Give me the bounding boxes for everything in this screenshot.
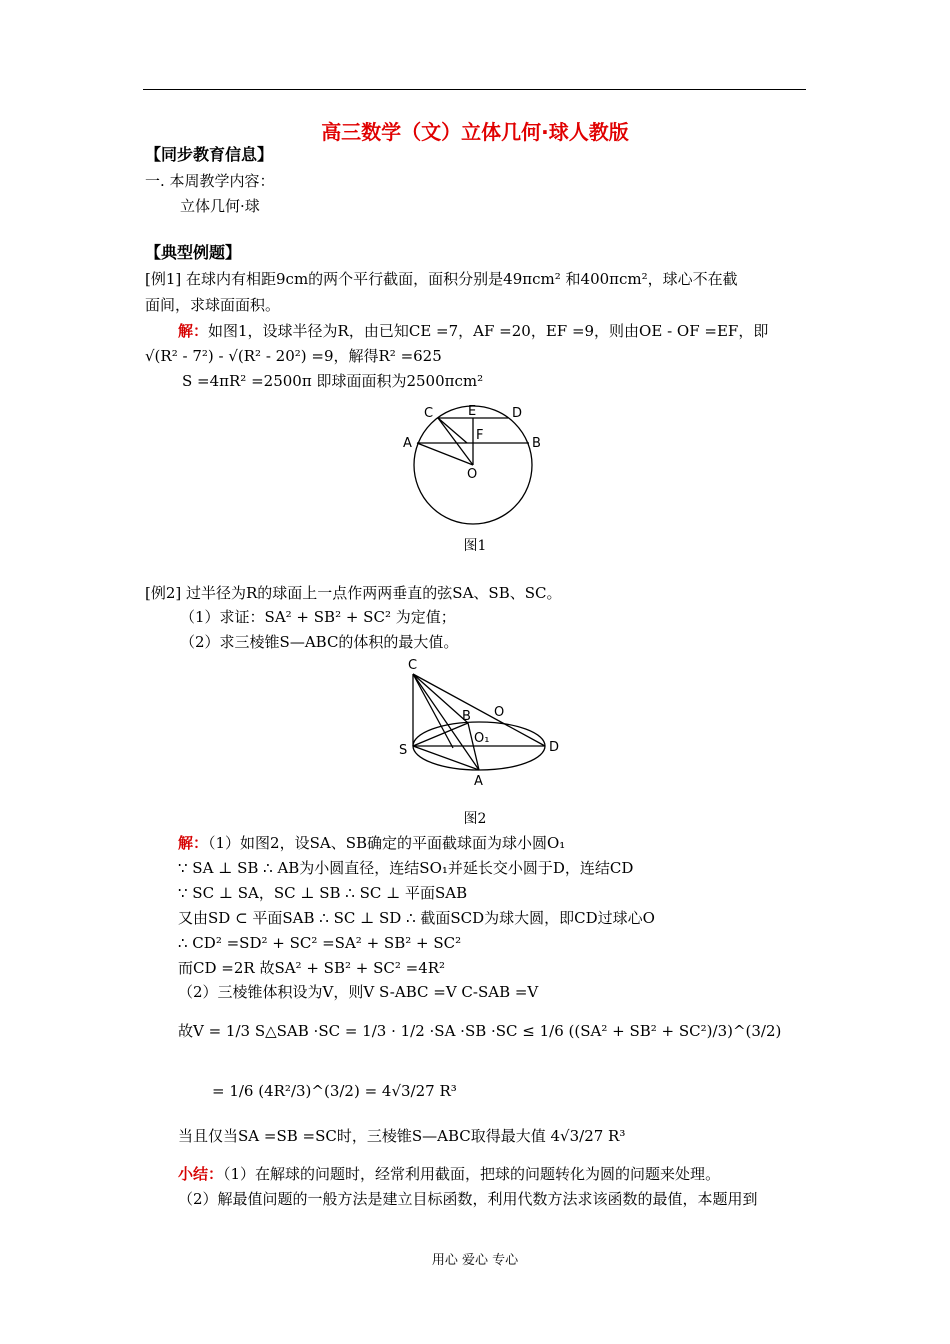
label-e: E <box>468 404 477 419</box>
ex1-s3: S =4πR² =2500π 即球面面积为2500πcm² <box>182 372 484 390</box>
ex1-solution-line1 <box>178 320 768 342</box>
ex2-s10: 当且仅当SA =SB =SC时，三棱锥S—ABC取得最大值 4√3/27 R³ <box>178 1127 626 1145</box>
ex2-s8: 故V = 1/3 S△SAB ·SC = 1/3 · 1/2 ·SA ·SB ·SC ≤ 1/6 ((SA² + SB² + SC²)/3)^(3/2) <box>178 1022 782 1040</box>
ex1-line1: [例1] 在球内有相距9cm的两个平行截面，面积分别是49πcm² 和400πcm²，球心不在截 <box>145 270 738 288</box>
ex2-q2: （2）求三棱锥S—ABC的体积的最大值。 <box>180 633 459 651</box>
ex2-s1: （1）如图2，设SA、SB确定的平面截球面为球小圆O₁ <box>208 834 566 852</box>
label-b: B <box>462 709 471 724</box>
section-heading-sync: 【同步教育信息】 <box>145 145 274 164</box>
ex2-s3: ∵ SC ⊥ SA，SC ⊥ SB ∴ SC ⊥ 平面SAB <box>178 884 468 902</box>
ex2-s9: = 1/6 (4R²/3)^(3/2) = 4√3/27 R³ <box>212 1082 457 1100</box>
ex2-s6: 而CD =2R 故SA² + SB² + SC² =4R² <box>178 959 446 977</box>
label-o: O <box>467 467 478 482</box>
label-f: F <box>476 428 484 443</box>
summary-l1: （1）在解球的问题时，经常利用截面，把球的问题转化为圆的问题来处理。 <box>223 1165 721 1183</box>
edge-cb <box>413 674 468 723</box>
ex2-s7: （2）三棱锥体积设为V，则V S-ABC =V C-SAB =V <box>178 983 539 1001</box>
solution-label: 解： <box>178 322 209 340</box>
label-s: S <box>399 743 408 758</box>
ex2-s2: ∵ SA ⊥ SB ∴ AB为小圆直径，连结SO₁并延长交小圆于D，连结CD <box>178 859 634 877</box>
figure-2 <box>393 656 573 806</box>
content-item: 一. 本周教学内容： <box>145 172 275 190</box>
figure-1 <box>395 398 555 530</box>
header-rule <box>143 89 806 90</box>
ex1-s2: √(R² - 7²) - √(R² - 20²) =9，解得R² =625 <box>145 347 442 365</box>
label-d: D <box>512 406 523 421</box>
label-d: D <box>549 740 560 755</box>
summary-l2: （2）解最值问题的一般方法是建立目标函数，利用代数方法求该函数的最值，本题用到 <box>178 1190 758 1208</box>
ex1-line2: 面间，求球面面积。 <box>145 296 281 314</box>
solution-label: 解： <box>178 834 209 852</box>
page-footer: 用心 爱心 专心 <box>431 1253 519 1268</box>
figure-2-caption: 图2 <box>463 811 487 827</box>
label-c: C <box>424 406 434 421</box>
summary-label: 小结： <box>178 1165 224 1183</box>
ex2-s4: 又由SD ⊂ 平面SAB ∴ SC ⊥ SD ∴ 截面SCD为球大圆，即CD过球心O <box>178 909 655 927</box>
label-a: A <box>403 436 412 451</box>
ex2-line1: [例2] 过半径为R的球面上一点作两两垂直的弦SA、SB、SC。 <box>145 584 562 602</box>
label-c: C <box>408 658 418 673</box>
section-heading-examples: 【典型例题】 <box>145 243 242 262</box>
ex2-s5: ∴ CD² =SD² + SC² =SA² + SB² + SC² <box>178 934 462 952</box>
ex1-s1: 如图1，设球半径为R，由已知CE =7，AF =20，EF =9，则由OE - OF =EF，即 <box>208 322 769 340</box>
ex2-q1: （1）求证：SA² + SB² + SC² 为定值； <box>180 608 456 626</box>
label-o: O <box>494 705 505 720</box>
ex2-solution-line1 <box>178 832 565 854</box>
label-b: B <box>532 436 541 451</box>
figure-1-caption: 图1 <box>463 538 487 554</box>
summary-line1 <box>178 1163 720 1185</box>
label-o1: O₁ <box>474 731 490 746</box>
label-a: A <box>474 774 483 789</box>
page-title: 高三数学（文）立体几何·球人教版 <box>321 120 629 144</box>
segment-cf <box>438 418 467 443</box>
content-text: 立体几何·球 <box>180 197 260 215</box>
